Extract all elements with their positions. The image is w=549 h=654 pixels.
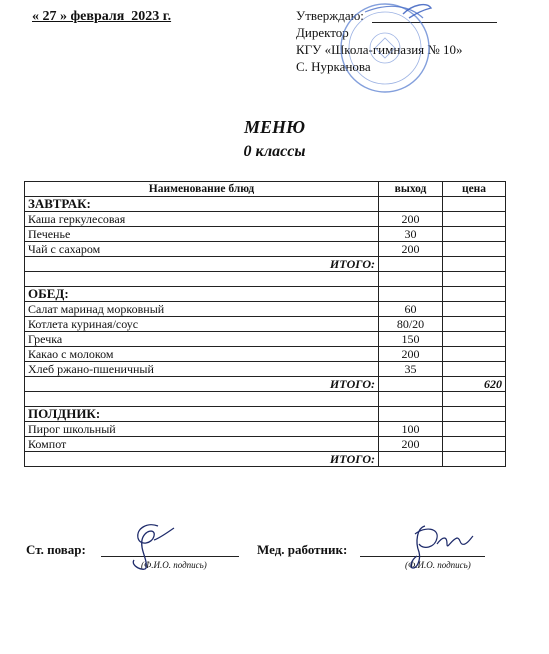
price-cell bbox=[443, 332, 506, 347]
table-row bbox=[25, 302, 506, 317]
price-cell bbox=[443, 242, 506, 257]
price-cell bbox=[443, 302, 506, 317]
output-cell: 200 bbox=[379, 437, 443, 452]
approve-position: Директор bbox=[296, 25, 349, 40]
blank-cell bbox=[379, 272, 443, 287]
document-date: « 27 » февраля 2023 г. bbox=[32, 9, 172, 24]
price-cell bbox=[443, 317, 506, 332]
dish-name: Хлеб ржано-пшеничный bbox=[25, 362, 379, 377]
section-title: ЗАВТРАК: bbox=[25, 197, 379, 212]
table-row bbox=[25, 362, 506, 377]
blank-cell bbox=[25, 272, 379, 287]
price-cell bbox=[443, 347, 506, 362]
output-cell bbox=[379, 287, 443, 302]
output-cell: 200 bbox=[379, 212, 443, 227]
section-row bbox=[25, 407, 506, 422]
output-cell bbox=[379, 452, 443, 467]
blank-cell bbox=[379, 392, 443, 407]
output-cell: 60 bbox=[379, 302, 443, 317]
table-header-row bbox=[25, 182, 506, 197]
output-cell: 80/20 bbox=[379, 317, 443, 332]
output-cell bbox=[379, 407, 443, 422]
price-cell bbox=[443, 197, 506, 212]
approve-organization: КГУ «Школа-гимназия № 10» bbox=[296, 42, 463, 57]
table-row bbox=[25, 437, 506, 452]
blank-cell bbox=[25, 392, 379, 407]
dish-name: Пирог школьный bbox=[25, 422, 379, 437]
price-cell bbox=[443, 422, 506, 437]
cook-label: Ст. повар: bbox=[26, 542, 86, 557]
dish-name: Каша геркулесовая bbox=[25, 212, 379, 227]
output-cell bbox=[379, 257, 443, 272]
output-cell: 30 bbox=[379, 227, 443, 242]
dish-name: Чай с сахаром bbox=[25, 242, 379, 257]
blank-row bbox=[25, 392, 506, 407]
output-cell bbox=[379, 197, 443, 212]
output-cell bbox=[379, 377, 443, 392]
table-row bbox=[25, 332, 506, 347]
medic-caption: (Ф.И.О. подпись) bbox=[405, 560, 471, 570]
total-price bbox=[443, 452, 506, 467]
menu-table bbox=[24, 181, 506, 467]
menu-subtitle: 0 классы bbox=[243, 143, 306, 160]
price-cell bbox=[443, 212, 506, 227]
table-body bbox=[25, 197, 506, 467]
approve-label: Утверждаю: bbox=[296, 8, 364, 23]
dish-name: Салат маринад морковный bbox=[25, 302, 379, 317]
output-cell: 100 bbox=[379, 422, 443, 437]
header-dish-name: Наименование блюд bbox=[25, 182, 379, 197]
table-row bbox=[25, 242, 506, 257]
approve-name: С. Нурканова bbox=[296, 59, 371, 74]
section-row bbox=[25, 197, 506, 212]
blank-cell bbox=[443, 272, 506, 287]
total-row bbox=[25, 452, 506, 467]
output-cell: 200 bbox=[379, 347, 443, 362]
header-output: выход bbox=[379, 182, 443, 197]
blank-row bbox=[25, 272, 506, 287]
total-label: ИТОГО: bbox=[25, 257, 379, 272]
output-cell: 150 bbox=[379, 332, 443, 347]
section-row bbox=[25, 287, 506, 302]
output-cell: 35 bbox=[379, 362, 443, 377]
menu-title: МЕНЮ bbox=[243, 117, 306, 137]
dish-name: Компот bbox=[25, 437, 379, 452]
total-row bbox=[25, 257, 506, 272]
total-price bbox=[443, 257, 506, 272]
table-row bbox=[25, 317, 506, 332]
price-cell bbox=[443, 437, 506, 452]
price-cell bbox=[443, 362, 506, 377]
medic-signature bbox=[395, 522, 475, 572]
header-price: цена bbox=[443, 182, 506, 197]
blank-cell bbox=[443, 392, 506, 407]
section-title: ПОЛДНИК: bbox=[25, 407, 379, 422]
section-title: ОБЕД: bbox=[25, 287, 379, 302]
price-cell bbox=[443, 227, 506, 242]
table-row bbox=[25, 212, 506, 227]
total-label: ИТОГО: bbox=[25, 377, 379, 392]
output-cell: 200 bbox=[379, 242, 443, 257]
dish-name: Гречка bbox=[25, 332, 379, 347]
total-row bbox=[25, 377, 506, 392]
total-label: ИТОГО: bbox=[25, 452, 379, 467]
cook-signature bbox=[118, 520, 178, 572]
price-cell bbox=[443, 407, 506, 422]
cook-caption: (Ф.И.О. подпись) bbox=[141, 560, 207, 570]
table-row bbox=[25, 422, 506, 437]
dish-name: Котлета куриная/соус bbox=[25, 317, 379, 332]
medic-label: Мед. работник: bbox=[257, 542, 348, 557]
table-row bbox=[25, 227, 506, 242]
total-price: 620 bbox=[443, 377, 506, 392]
dish-name: Печенье bbox=[25, 227, 379, 242]
school-stamp bbox=[335, 0, 435, 100]
dish-name: Какао с молоком bbox=[25, 347, 379, 362]
table-row bbox=[25, 347, 506, 362]
price-cell bbox=[443, 287, 506, 302]
